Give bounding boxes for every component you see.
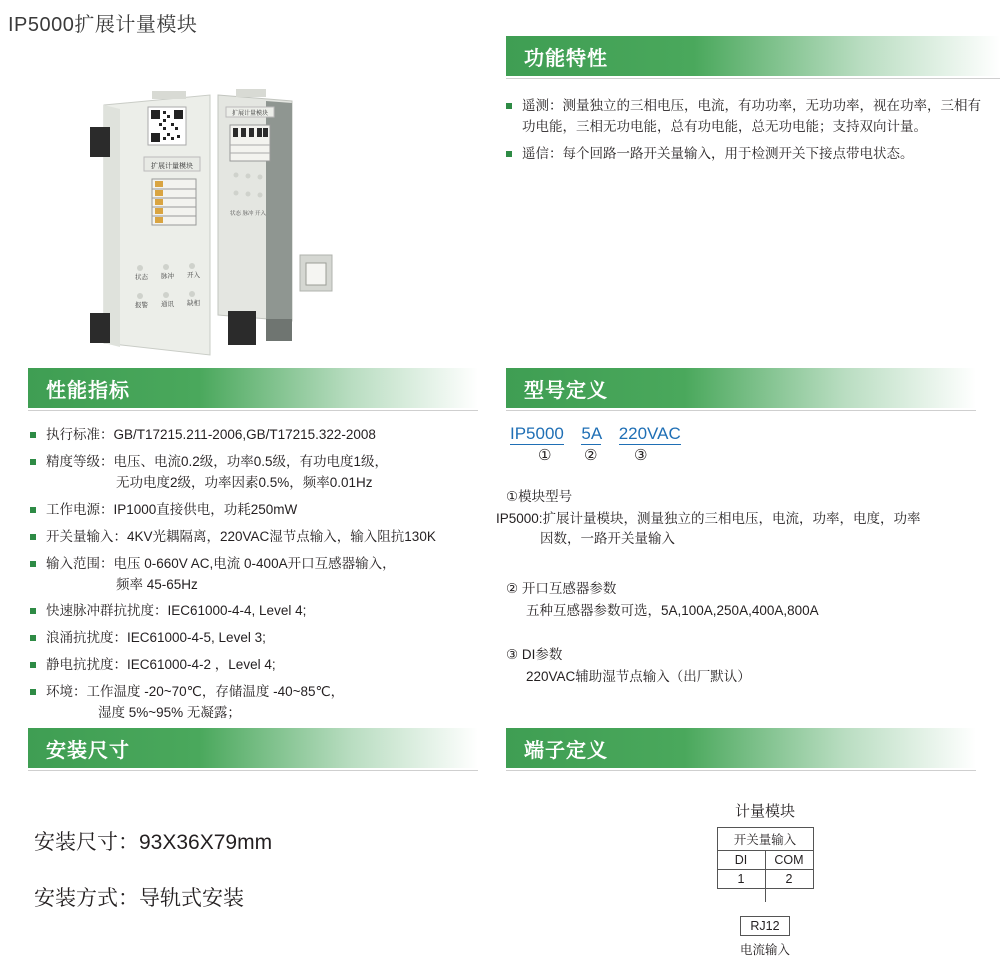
- page-title: IP5000扩展计量模块: [8, 14, 198, 36]
- model-circle-0: ①: [538, 447, 552, 464]
- terminal-connector-line: [765, 889, 766, 902]
- table-row: [717, 851, 813, 870]
- features-list: [506, 96, 994, 171]
- model-block-0-head: ①模块型号: [506, 489, 573, 504]
- model-circle-1: ②: [584, 447, 598, 464]
- section-header-performance: [28, 368, 478, 408]
- section-header-terminal: [506, 728, 976, 768]
- perf-text-6: IEC61000-4-5, Level 3;: [127, 630, 266, 646]
- model-part-0: IP5000: [510, 424, 564, 443]
- perf-text-4: 电压 0-660V AC,电流 0-400A开口互感器输入，: [113, 555, 396, 571]
- terminal-connector: RJ12: [740, 916, 789, 936]
- perf-text2-1: 无功电度2级，功率因素0.5%，频率0.01Hz: [116, 474, 373, 490]
- section-title-performance: 性能指标: [46, 379, 130, 402]
- perf-label-6: 浪涌抗扰度：: [46, 630, 127, 646]
- perf-text2-8: 湿度 5%~95% 无凝露；: [98, 705, 241, 721]
- terminal-col-0: DI: [717, 851, 765, 870]
- section-title-model: 型号定义: [524, 379, 608, 402]
- list-item: [30, 628, 490, 649]
- svg-text:状态: 状态: [135, 274, 148, 281]
- list-item: [30, 655, 490, 676]
- section-header-features: [506, 36, 1000, 76]
- terminal-num-0: 1: [717, 870, 765, 889]
- svg-text:开入: 开入: [187, 272, 200, 279]
- perf-text-3: 4KV光耦隔离，220VAC湿节点输入，输入阻抗130K: [127, 528, 436, 544]
- svg-text:扩展计量模块: 扩展计量模块: [231, 111, 269, 117]
- svg-text:报警: 报警: [135, 302, 148, 309]
- section-rule-performance: [28, 410, 478, 411]
- feature-text-1: 每个回路一路开关量输入，用于检测开关下接点带电状态。: [562, 145, 914, 161]
- section-rule-features: [506, 78, 1000, 79]
- feature-label-0: 遥测：: [522, 98, 563, 113]
- section-rule-model: [506, 410, 976, 411]
- perf-label-0: 执行标准：: [46, 427, 114, 442]
- list-item: [506, 96, 994, 138]
- model-code: [510, 424, 681, 444]
- section-header-install: [28, 728, 478, 768]
- svg-text:缺相: 缺相: [187, 300, 200, 307]
- install-mount: 安装方式：导轨式安装: [34, 887, 244, 910]
- list-item: [30, 425, 490, 446]
- perf-label-5: 快速脉冲群抗扰度：: [46, 603, 168, 619]
- table-row: [717, 870, 813, 889]
- section-rule-install: [28, 770, 478, 771]
- model-circle-2: ③: [634, 447, 648, 464]
- terminal-title: 计量模块: [734, 803, 795, 820]
- perf-text-8: 工作温度 -20~70℃，存储温度 -40~85℃，: [86, 684, 345, 700]
- perf-text2-4: 频率 45-65Hz: [116, 576, 198, 592]
- install-size: 安装尺寸：93X36X79mm: [34, 831, 273, 854]
- model-part-2: 220VAC: [618, 424, 681, 443]
- section-title-install: 安装尺寸: [46, 739, 130, 762]
- list-item: [30, 601, 490, 622]
- performance-list: [30, 425, 490, 730]
- perf-label-7: 静电抗扰度：: [46, 657, 127, 673]
- list-item: [506, 144, 994, 165]
- perf-text-1: 电压、电流0.2级，功率0.5级，有功电度1级，: [113, 453, 389, 469]
- model-block-0-line-1: 因数，一路开关量输入: [540, 531, 675, 546]
- section-header-model: [506, 368, 976, 408]
- perf-label-8: 环境：: [46, 684, 87, 700]
- list-item: [30, 682, 490, 724]
- perf-label-4: 输入范围：: [46, 555, 114, 571]
- perf-text-2: IP1000直接供电，功耗250mW: [113, 501, 298, 517]
- list-item: [30, 500, 490, 521]
- table-row: [717, 828, 813, 851]
- terminal-table: [717, 827, 814, 889]
- terminal-diagram: [690, 800, 840, 958]
- terminal-connector-caption: 电流输入: [739, 943, 790, 957]
- perf-label-2: 工作电源：: [46, 501, 114, 517]
- svg-text:状态 脉冲 开入: 状态 脉冲 开入: [230, 211, 267, 217]
- product-photo: [60, 75, 390, 365]
- list-item: [30, 554, 490, 596]
- perf-text-5: IEC61000-4-4, Level 4;: [167, 603, 307, 619]
- perf-label-3: 开关量输入：: [46, 528, 127, 544]
- model-block-2-head: ③ DI参数: [506, 647, 563, 662]
- product-illustration: [60, 75, 390, 365]
- model-part-1: 5A: [581, 424, 602, 443]
- perf-label-1: 精度等级：: [46, 453, 114, 469]
- list-item: [30, 527, 490, 548]
- svg-text:扩展计量模块: 扩展计量模块: [151, 163, 193, 170]
- model-block-0-line-0: IP5000:扩展计量模块，测量独立的三相电压，电流，功率，电度，功率: [496, 511, 921, 526]
- section-title-features: 功能特性: [524, 47, 608, 70]
- model-block-1-head: ② 开口互感器参数: [506, 581, 617, 596]
- terminal-col-1: COM: [765, 851, 813, 870]
- perf-text-0: GB/T17215.211-2006,GB/T17215.322-2008: [113, 427, 376, 442]
- model-block-2-line-0: 220VAC辅助湿节点输入（出厂默认）: [526, 669, 751, 684]
- perf-text-7: IEC61000-4-2 ，Level 4;: [127, 657, 276, 673]
- model-block-1-line-0: 五种互感器参数可选，5A,100A,250A,400A,800A: [526, 603, 819, 618]
- feature-text-0: 测量独立的三相电压，电流，有功功率，无功功率，视在功率，三相有功电能，三相无功电能，总有功电能，总无功电能；支持双向计量。: [522, 98, 981, 134]
- terminal-header-span: 开关量输入: [717, 828, 813, 851]
- svg-text:脉冲: 脉冲: [161, 273, 174, 280]
- section-title-terminal: 端子定义: [524, 739, 608, 762]
- list-item: [30, 452, 490, 494]
- section-rule-terminal: [506, 770, 976, 771]
- terminal-num-1: 2: [765, 870, 813, 889]
- feature-label-1: 遥信：: [522, 145, 563, 161]
- svg-text:通讯: 通讯: [161, 301, 174, 308]
